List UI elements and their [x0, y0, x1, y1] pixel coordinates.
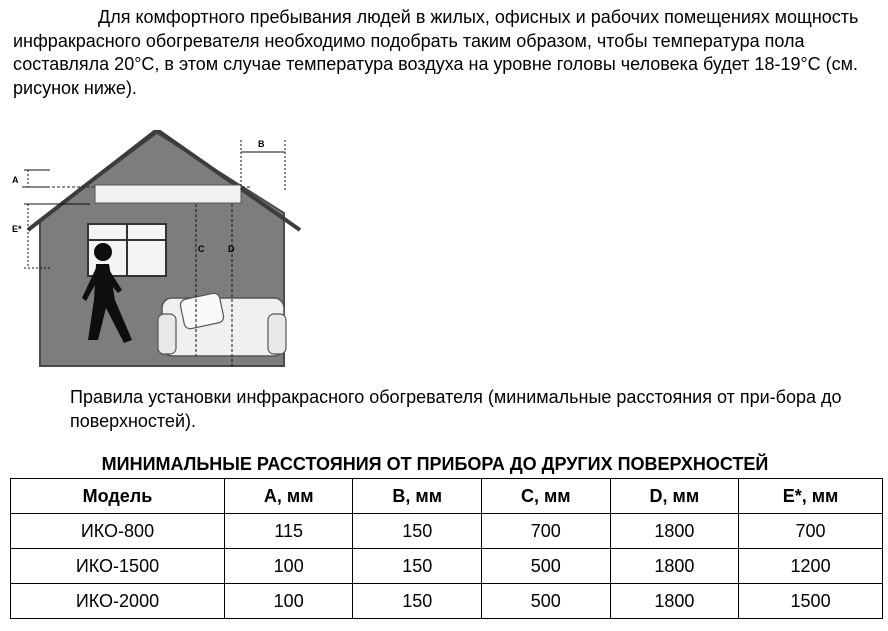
label-c: C [198, 244, 205, 254]
distances-table [10, 478, 883, 619]
cell-e: 700 [739, 514, 883, 549]
cell-model: ИКО-800 [11, 514, 225, 549]
rules-paragraph: Правила установки инфракрасного обогревателя (минимальные расстояния от при-бора до поверхностей). [70, 387, 842, 431]
cell-a: 100 [224, 584, 353, 619]
cell-e: 1200 [739, 549, 883, 584]
intro-paragraph [13, 6, 875, 100]
header-b: B, мм [353, 479, 482, 514]
intro-line-1: Для комфортного пребывания людей в жилых, офисных и рабочих помещениях [98, 7, 770, 27]
table-header-row [11, 479, 883, 514]
header-e: E*, мм [739, 479, 883, 514]
header-d: D, мм [610, 479, 739, 514]
cell-a: 100 [224, 549, 353, 584]
label-e: E* [12, 224, 22, 234]
cell-d: 1800 [610, 549, 739, 584]
cell-b: 150 [353, 549, 482, 584]
cell-b: 150 [353, 514, 482, 549]
header-a: A, мм [224, 479, 353, 514]
table-row [11, 549, 883, 584]
cell-b: 150 [353, 584, 482, 619]
table-row [11, 514, 883, 549]
label-b: B [258, 139, 265, 149]
table-title: МИНИМАЛЬНЫЕ РАССТОЯНИЯ ОТ ПРИБОРА ДО ДРУГИХ ПОВЕРХНОСТЕЙ [101, 454, 769, 474]
heater-panel [95, 185, 241, 203]
cell-c: 700 [482, 514, 611, 549]
cell-a: 115 [224, 514, 353, 549]
header-c: C, мм [482, 479, 611, 514]
cell-e: 1500 [739, 584, 883, 619]
cell-d: 1800 [610, 514, 739, 549]
cell-d: 1800 [610, 584, 739, 619]
cell-model: ИКО-2000 [11, 584, 225, 619]
cell-c: 500 [482, 549, 611, 584]
header-model: Модель [11, 479, 225, 514]
sofa [158, 292, 286, 356]
table-row [11, 584, 883, 619]
cell-model: ИКО-1500 [11, 549, 225, 584]
intro-rest: мощность инфракрасного обогревателя необходимо подобрать таким образом, чтобы температура пола составляла 20°C, в этом случае температура воздуха на уровне головы человека будет 18-19°C (см. рисунок ниже). [13, 7, 859, 98]
cell-c: 500 [482, 584, 611, 619]
label-a: A [12, 175, 19, 185]
label-d: D [228, 244, 235, 254]
heater-installation-diagram [10, 130, 302, 370]
